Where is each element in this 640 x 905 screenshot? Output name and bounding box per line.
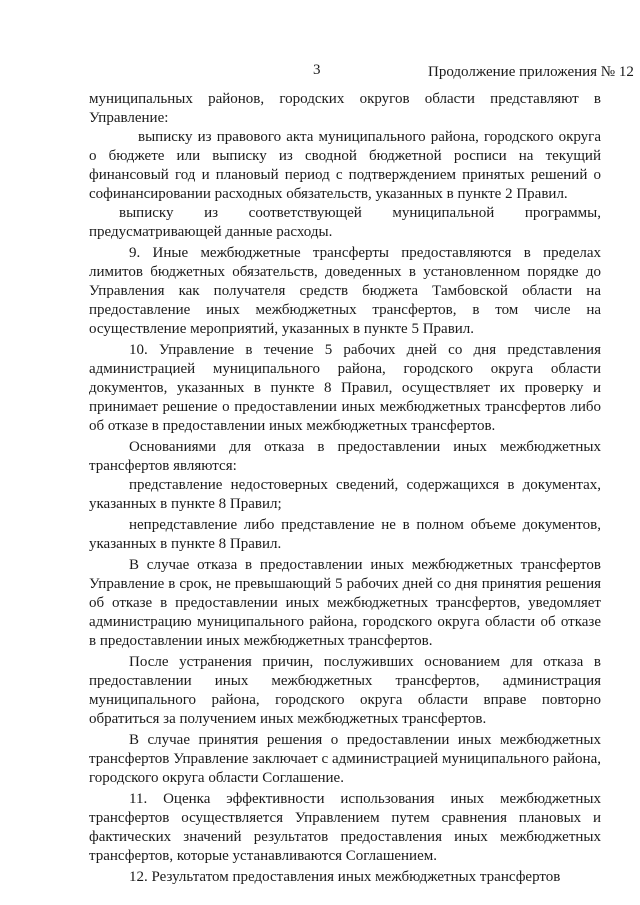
paragraph: представление недостоверных сведений, содержащихся в документах, указанных в пункте 8 Правил; — [89, 477, 601, 512]
paragraph: Основаниями для отказа в предоставлении иных межбюджетных трансфертов являются: — [89, 439, 601, 474]
paragraph: В случае принятия решения о предоставлении иных межбюджетных трансфертов Управление заключает с администрацией муниципального района, городского округа области Соглашение. — [89, 732, 601, 786]
paragraph: выписку из правового акта муниципального района, городского округа о бюджете или выписку из сводной бюджетной росписи на текущий финансовый год и плановый период с подтверждением принятых решений о софинансировании расходных обязательств, указанных в пункте 2 Правил. — [89, 129, 601, 202]
paragraph: муниципальных районов, городских округов области представляют в Управление: — [89, 91, 601, 126]
annex-continuation-label: Продолжение приложения № 12 — [428, 64, 634, 80]
page-number: 3 — [313, 62, 321, 78]
paragraph: 12. Результатом предоставления иных межбюджетных трансфертов — [129, 869, 561, 885]
paragraph: непредставление либо представление не в полном объеме документов, указанных в пункте 8 Правил. — [89, 517, 601, 552]
paragraph: 9. Иные межбюджетные трансферты предоставляются в пределах лимитов бюджетных обязательств, доведенных в установленном порядке до Управления как получателя средств бюджета Тамбовской области на предоставление иных межбюджетных трансфертов, в том числе на осуществление мероприятий, указанных в пункте 5 Правил. — [89, 245, 601, 337]
paragraph: 11. Оценка эффективности использования иных межбюджетных трансфертов осуществляется Управлением путем сравнения плановых и фактических значений результатов предоставления иных межбюджетных трансфертов, которые устанавливаются Соглашением. — [89, 791, 601, 864]
document-body — [89, 90, 601, 887]
paragraph: 10. Управление в течение 5 рабочих дней со дня представления администрацией муниципального района, городского округа области документов, указанных в пункте 8 Правил, осуществляет их проверку и принимает решение о предоставлении иных межбюджетных трансфертов либо об отказе в предоставлении иных межбюджетных трансфертов. — [89, 342, 601, 434]
paragraph: После устранения причин, послуживших основанием для отказа в предоставлении иных межбюджетных трансфертов, администрация муниципального района, городского округа области вправе повторно обратиться за получением иных межбюджетных трансфертов. — [89, 654, 601, 727]
paragraph: выписку из соответствующей муниципальной программы, предусматривающей данные расходы. — [89, 205, 601, 240]
paragraph: В случае отказа в предоставлении иных межбюджетных трансфертов Управление в срок, не превышающий 5 рабочих дней со дня принятия решения об отказе в предоставлении иных межбюджетных трансфертов, уведомляет администрацию муниципального района, городского округа области об отказе в предоставлении иных межбюджетных трансфертов. — [89, 557, 601, 649]
